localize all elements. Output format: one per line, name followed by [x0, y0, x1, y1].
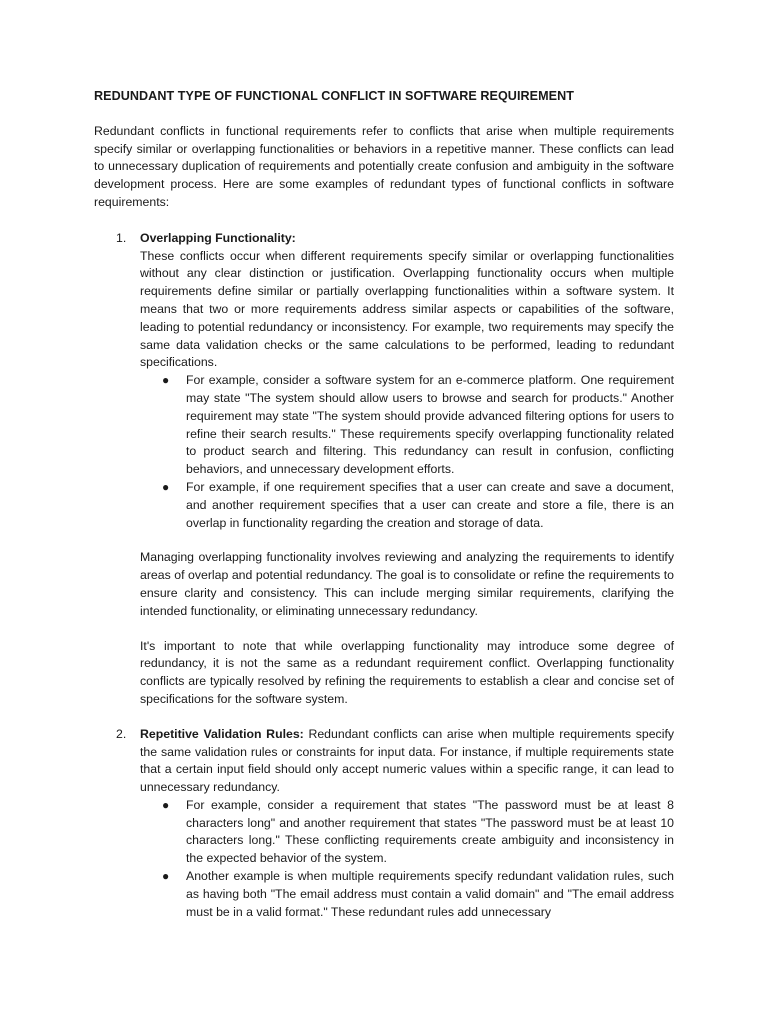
bullet-list: [140, 797, 674, 922]
bullet-text: Another example is when multiple requirements specify redundant validation rules, such as having both "The email address must contain a valid domain" and "The email address must be in a valid format." These redundant rules add unnecessary: [186, 869, 674, 919]
followup-paragraph: Managing overlapping functionality involves reviewing and analyzing the requirements to identify areas of overlap and potential redundancy. The goal is to consolidate or refine the requirements to ensure clarity and consistency. This can include merging similar requirements, clarifying the intended functionality, or eliminating unnecessary redundancy.: [140, 550, 674, 618]
bullet-icon: ●: [162, 797, 170, 812]
section-body: These conflicts occur when different requirements specify similar or overlapping functionalities without any clear distinction or justification. Overlapping functionality occurs when multiple requirements define similar or partially overlapping functionalities within a software system. It means that two or more requirements address similar aspects or capabilities of the software, leading to potential redundancy or inconsistency. For example, two requirements may specify the same data validation checks or the same calculations to be performed, leading to redundant specifications.: [140, 248, 674, 370]
bullet-icon: ●: [162, 479, 170, 494]
bullet-item: [140, 797, 674, 868]
section-overlapping-functionality: [94, 230, 674, 709]
section-list: [94, 230, 674, 922]
bullet-item: [140, 868, 674, 921]
section-body-with-heading: [140, 726, 674, 797]
bullet-item: [140, 372, 674, 479]
section-number: 1.: [116, 230, 127, 245]
document-title: REDUNDANT TYPE OF FUNCTIONAL CONFLICT IN SOFTWARE REQUIREMENT: [94, 89, 574, 103]
bullet-text: For example, consider a requirement that states "The password must be at least 8 characters long" and another requirement that states "The password must be at least 10 characters long." These conflicting requirements create ambiguity and inconsistency in the expected behavior of the system.: [186, 797, 674, 866]
intro-paragraph: Redundant conflicts in functional requirements refer to conflicts that arise when multiple requirements specify similar or overlapping functionalities or behaviors in a repetitive manner. These conflicts can lead to unnecessary duplication of requirements and potentially create confusion and ambiguity in the software development process. Here are some examples of redundant types of functional conflicts in software requirements:: [94, 123, 674, 209]
section-body: Redundant conflicts can arise when multiple requirements specify the same validation rules or constraints for input data. For instance, if multiple requirements state that a certain input field should only accept numeric values within a specific range, it can lead to unnecessary redundancy.: [140, 726, 675, 795]
section-heading: Repetitive Validation Rules:: [140, 726, 304, 741]
bullet-icon: ●: [162, 869, 170, 884]
bullet-icon: ●: [162, 373, 170, 388]
bullet-text: For example, if one requirement specifies that a user can create and save a document, and another requirement specifies that a user can create and store a file, there is an overlap in functionality regarding the creation and storage of data.: [186, 479, 674, 530]
bullet-text: For example, consider a software system for an e-commerce platform. One requirement may state "The system should allow users to browse and search for products." Another requirement may state "The system should provide advanced filtering options for users to refine their search results." These requirements specify overlapping functionality related to product search and filtering. This redundancy can result in confusion, conflicting behaviors, and unnecessary development efforts.: [186, 373, 674, 477]
section-number: 2.: [116, 726, 127, 741]
section-repetitive-validation-rules: [94, 726, 674, 922]
followup-paragraph: It's important to note that while overlapping functionality may introduce some degree of redundancy, it is not the same as a redundant requirement conflict. Overlapping functionality conflicts are typically resolved by refining the requirements to establish a clear and concise set of specifications for the software system.: [140, 638, 674, 706]
bullet-list: [140, 372, 674, 532]
section-heading: Overlapping Functionality:: [140, 230, 296, 245]
bullet-item: [140, 479, 674, 532]
